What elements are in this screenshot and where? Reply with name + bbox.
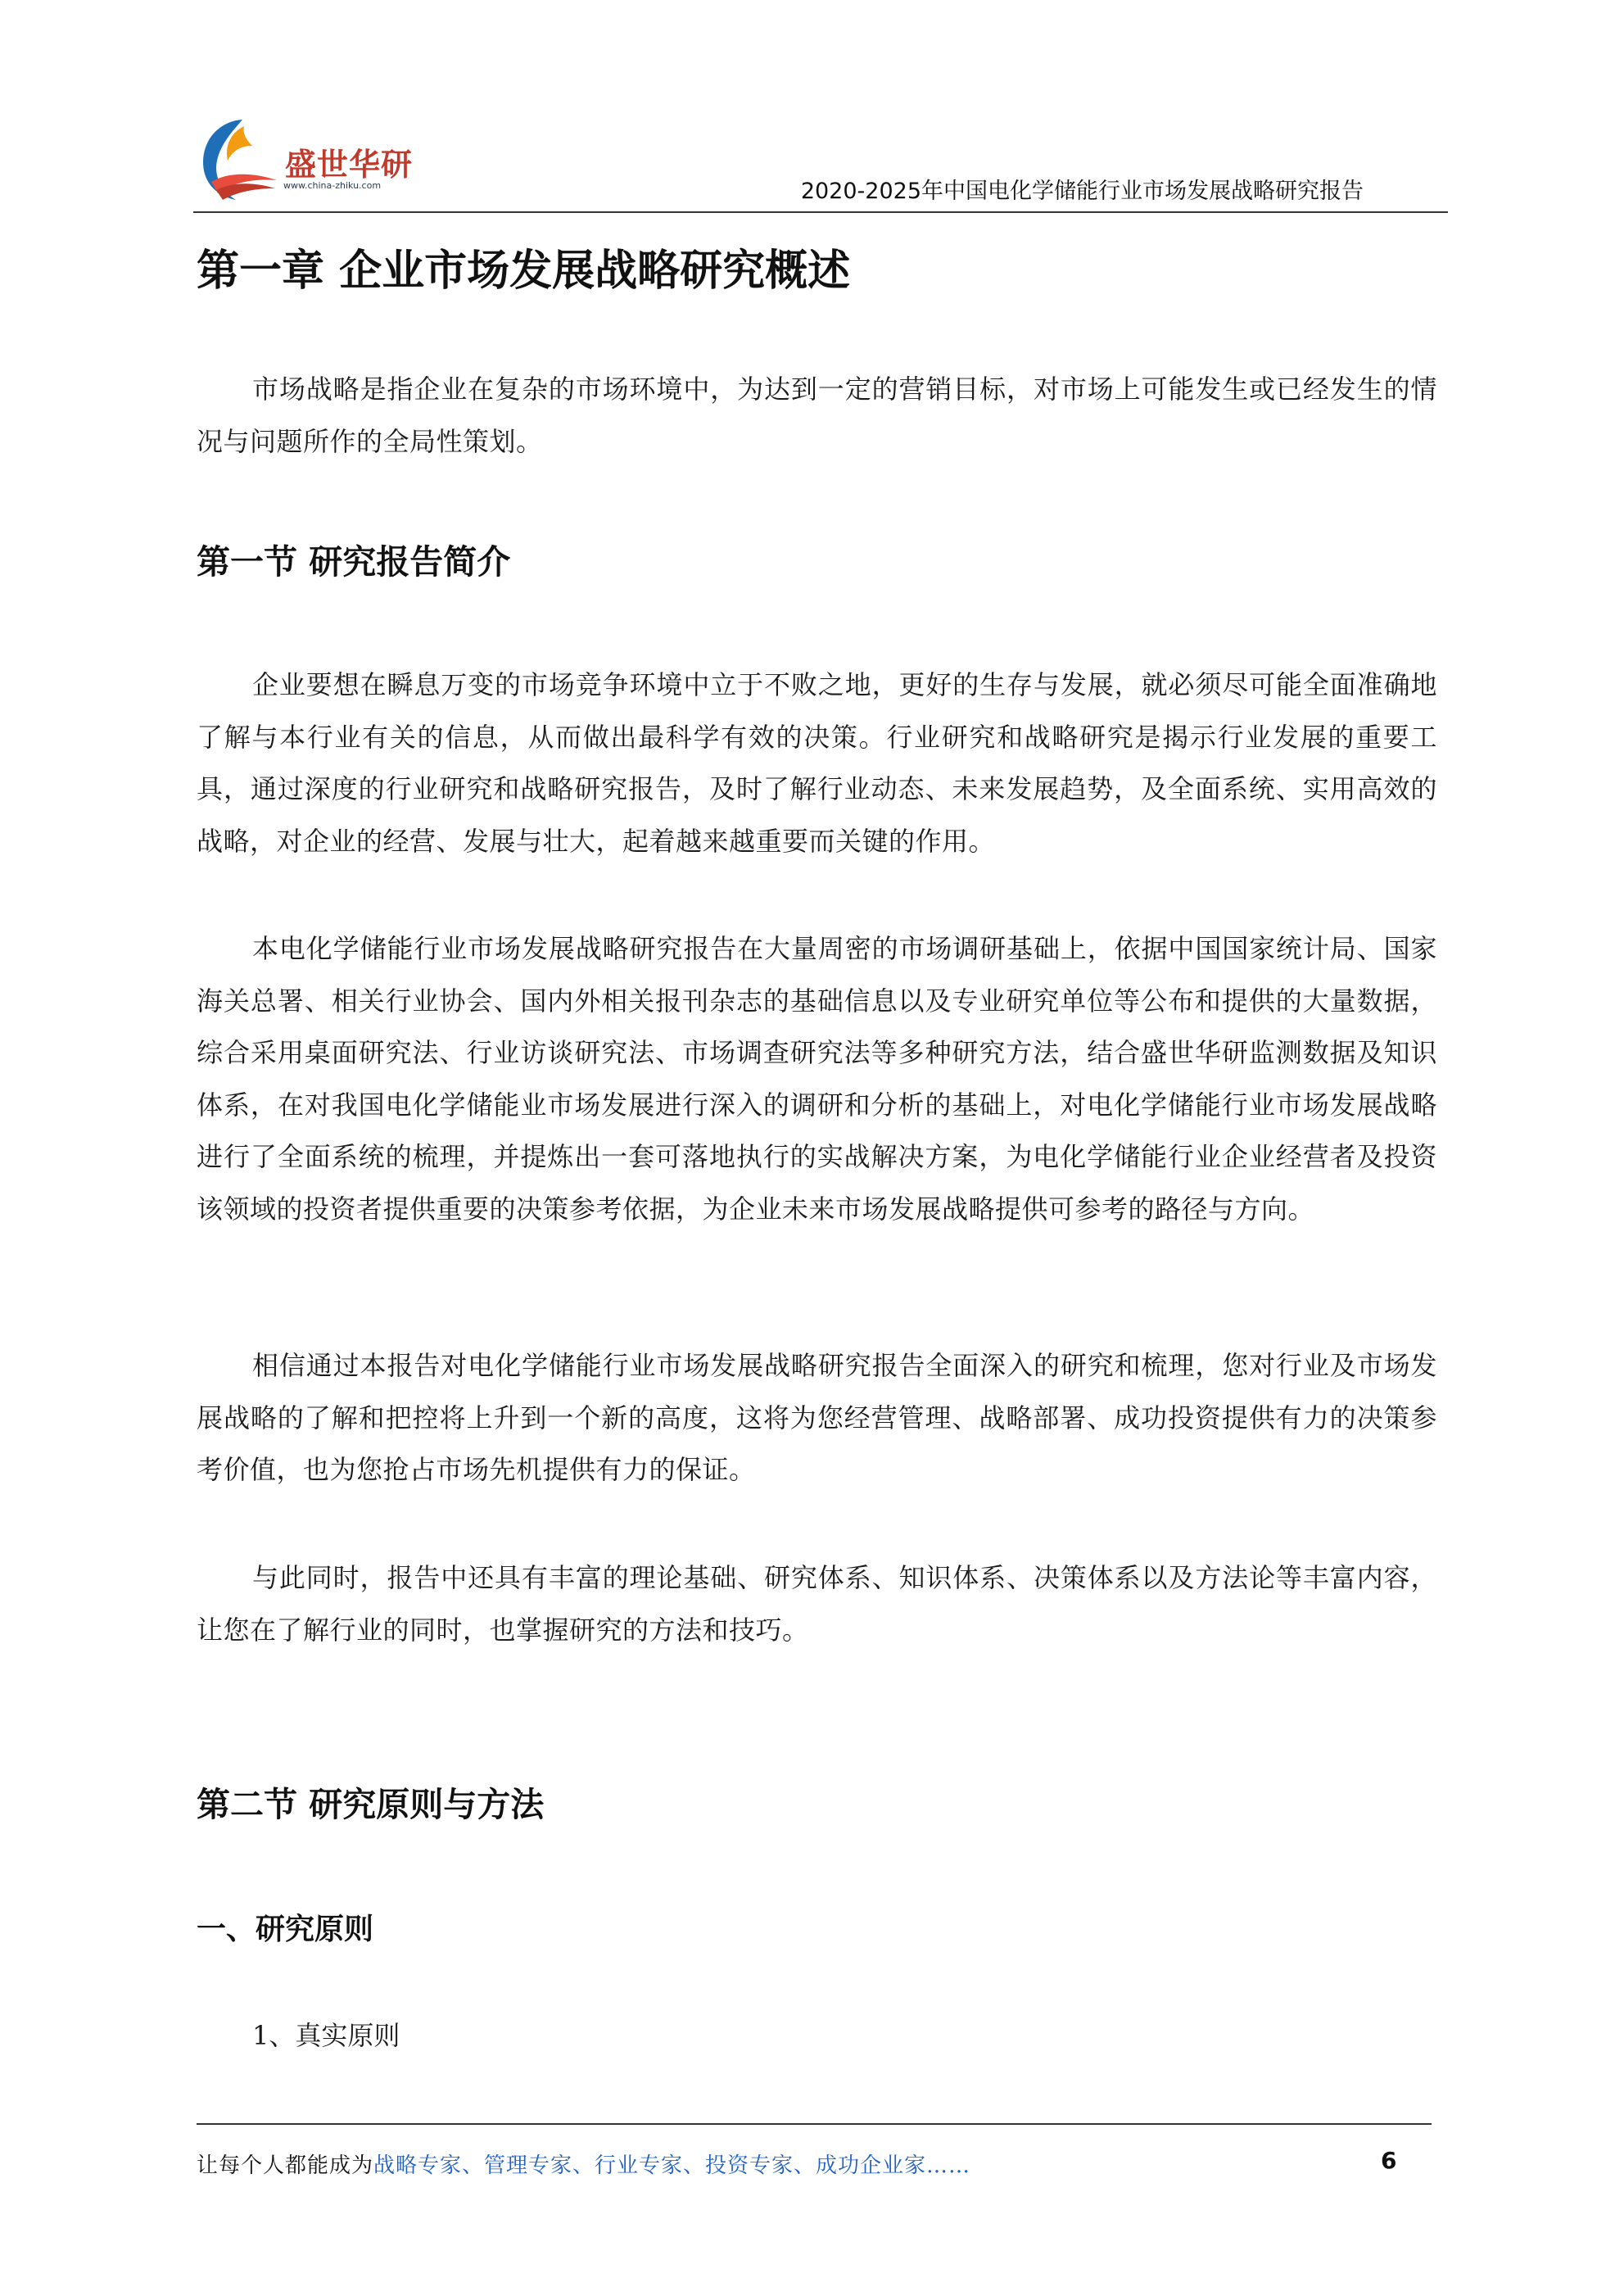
section-1-paragraph-3: 相信通过本报告对电化学储能行业市场发展战略研究报告全面深入的研究和梳理，您对行业及市场发展战略的了解和把控将上升到一个新的高度，这将为您经营管理、战略部署、成功投资提供有力的决策参考价值，也为您抢占市场先机提供有力的保证。	[197, 1350, 1437, 1485]
header-divider	[193, 211, 1448, 213]
footer-divider	[197, 2123, 1432, 2125]
section-2-title: 第二节 研究原则与方法	[197, 1785, 545, 1824]
subsection-title: 一、研究原则	[197, 1913, 374, 1946]
logo-name: 盛世华研	[285, 147, 414, 183]
page-number: 6	[1381, 2147, 1397, 2174]
list-item: 1、真实原则	[252, 2020, 400, 2051]
section-1-paragraph-4: 与此同时，报告中还具有丰富的理论基础、研究体系、知识体系、决策体系以及方法论等丰富内容，让您在了解行业的同时，也掌握研究的方法和技巧。	[197, 1562, 1437, 1646]
section-1-title: 第一节 研究报告简介	[197, 542, 511, 582]
logo-url: www.china-zhiku.com	[283, 180, 382, 191]
chapter-title: 第一章 企业市场发展战略研究概述	[197, 247, 851, 296]
footer-slogan-roles: 战略专家、管理专家、行业专家、投资专家、成功企业家……	[373, 2153, 971, 2178]
section-1-paragraph-2: 本电化学储能行业市场发展战略研究报告在大量周密的市场调研基础上，依据中国国家统计局、国家海关总署、相关行业协会、国内外相关报刊杂志的基础信息以及专业研究单位等公布和提供的大量数据，综合采用桌面研究法、行业访谈研究法、市场调查研究法等多种研究方法，结合盛世华研监测数据及知识体系，在对我国电化学储能业市场发展进行深入的调研和分析的基础上，对电化学储能行业市场发展战略进行了全面系统的梳理，并提炼出一套可落地执行的实战解决方案，为电化学储能行业企业经营者及投资该领域的投资者提供重要的决策参考依据，为企业未来市场发展战略提供可参考的路径与方向。	[197, 933, 1437, 1225]
footer-slogan	[197, 2149, 970, 2179]
company-logo	[195, 115, 432, 205]
intro-paragraph: 市场战略是指企业在复杂的市场环境中，为达到一定的营销目标，对市场上可能发生或已经发生的情况与问题所作的全局性策划。	[197, 374, 1437, 457]
footer-slogan-lead: 让每个人都能成为	[197, 2153, 374, 2178]
logo-emblem-icon	[195, 115, 287, 205]
report-title: 2020-2025年中国电化学储能行业市场发展战略研究报告	[800, 179, 1364, 204]
section-1-paragraph-1: 企业要想在瞬息万变的市场竞争环境中立于不败之地，更好的生存与发展，就必须尽可能全面准确地了解与本行业有关的信息，从而做出最科学有效的决策。行业研究和战略研究是揭示行业发展的重要工具，通过深度的行业研究和战略研究报告，及时了解行业动态、未来发展趋势，及全面系统、实用高效的战略，对企业的经营、发展与壮大，起着越来越重要而关键的作用。	[197, 669, 1437, 857]
